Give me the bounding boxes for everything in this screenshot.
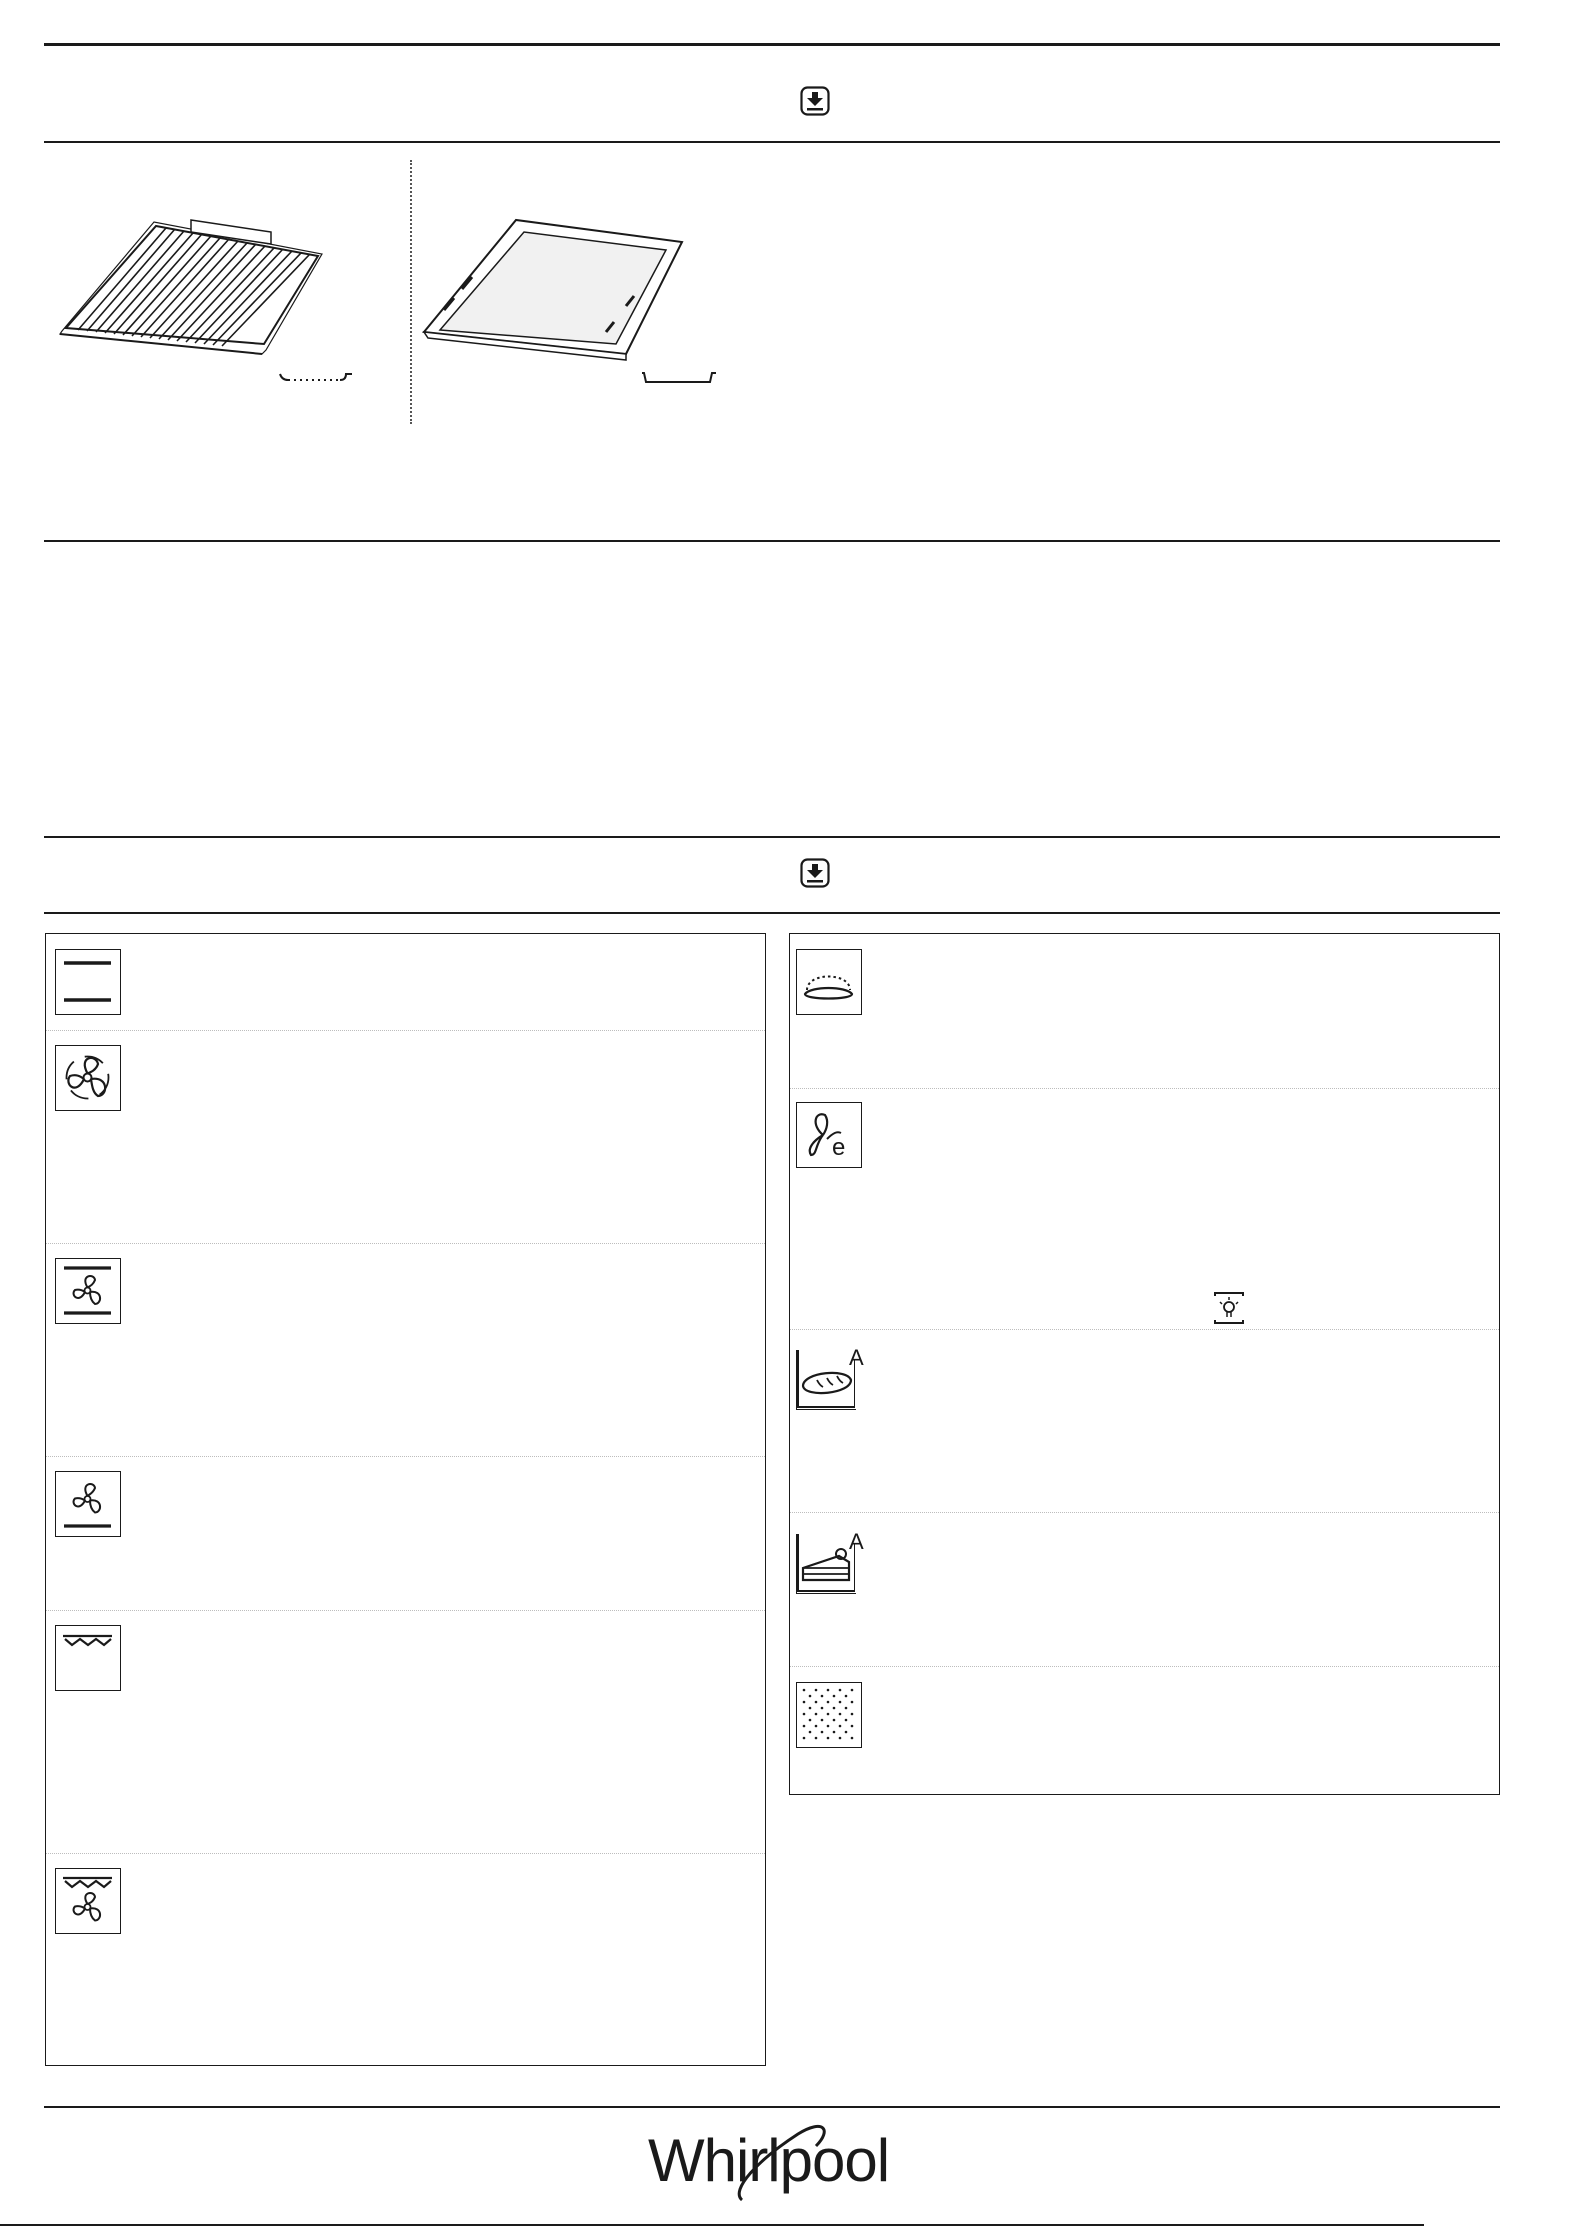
row-divider <box>790 1329 1499 1330</box>
section-rule <box>44 912 1500 914</box>
row-divider <box>46 1030 765 1031</box>
wire-shelf-icon <box>56 216 326 356</box>
baking-tray-icon <box>420 214 690 364</box>
forced-air-icon <box>55 1045 121 1111</box>
dots-icon <box>796 1682 862 1748</box>
grill-icon <box>55 1625 121 1691</box>
functions-panel-left <box>45 933 766 2066</box>
auto-badge: A <box>849 1529 864 1554</box>
row-divider <box>46 1243 765 1244</box>
row-divider <box>790 1088 1499 1089</box>
top-rule <box>44 43 1500 46</box>
bottom-rule <box>0 2224 1424 2226</box>
download-icon[interactable] <box>800 858 830 888</box>
download-icon[interactable] <box>800 86 830 116</box>
conventional-icon <box>55 949 121 1015</box>
logo-swoosh-icon <box>728 2120 838 2206</box>
svg-text:e: e <box>832 1134 846 1161</box>
oven-light-icon <box>1212 1290 1246 1326</box>
row-divider <box>46 1456 765 1457</box>
turbo-grill-icon <box>55 1868 121 1934</box>
eco-forced-air-icon <box>796 1102 862 1168</box>
footer-rule <box>44 2106 1500 2108</box>
section-rule <box>44 141 1500 143</box>
auto-bread-icon <box>796 1350 856 1410</box>
auto-pastry-icon <box>796 1534 856 1594</box>
row-divider <box>790 1666 1499 1667</box>
auto-badge: A <box>849 1345 864 1370</box>
baking-tray-profile-icon <box>640 368 720 388</box>
row-divider <box>790 1512 1499 1513</box>
accessory-divider <box>410 160 412 424</box>
section-rule <box>44 836 1500 838</box>
rising-dough-icon <box>796 949 862 1015</box>
functions-panel-right <box>789 933 1500 1795</box>
row-divider <box>46 1853 765 1854</box>
section-rule <box>44 540 1500 542</box>
wire-shelf-profile-icon <box>278 368 358 388</box>
row-divider <box>46 1610 765 1611</box>
brand-logo <box>648 2116 908 2206</box>
convection-bake-icon <box>55 1258 121 1324</box>
fan-bottom-icon <box>55 1471 121 1537</box>
brand-wordmark: Whirlpool <box>648 2127 890 2194</box>
